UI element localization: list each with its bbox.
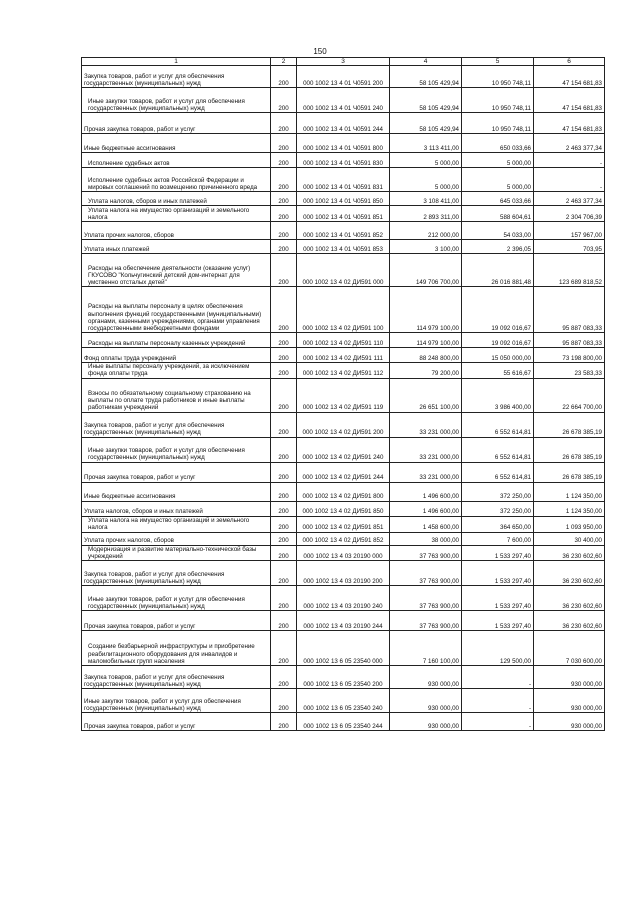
row-name-cell: Расходы на выплаты персоналу казенных учреждений xyxy=(82,333,271,348)
table-row xyxy=(82,254,605,287)
header-cell-2: 2 xyxy=(271,58,297,66)
admin-code-cell: 200 xyxy=(271,462,297,482)
unexecuted-amount-cell: 930 000,00 xyxy=(534,689,605,713)
row-name-cell: Иные выплаты персоналу учреждений, за исключением фонда оплаты труда xyxy=(82,363,271,378)
executed-amount-cell: 588 604,61 xyxy=(462,206,534,222)
admin-code-cell: 200 xyxy=(271,66,297,88)
unexecuted-amount-cell: 26 678 385,19 xyxy=(534,462,605,482)
executed-amount-cell: 6 552 614,81 xyxy=(462,437,534,462)
row-name-cell: Закупка товаров, работ и услуг для обеспечения государственных (муниципальных) нужд xyxy=(82,666,271,689)
table-row xyxy=(82,363,605,378)
budget-execution-table xyxy=(81,57,605,731)
table-row xyxy=(82,240,605,254)
admin-code-cell: 200 xyxy=(271,516,297,532)
unexecuted-amount-cell: 22 664 700,00 xyxy=(534,378,605,412)
row-name-cell: Закупка товаров, работ и услуг для обеспечения государственных (муниципальных) нужд xyxy=(82,561,271,586)
admin-code-cell: 200 xyxy=(271,222,297,240)
row-name-cell: Иные закупки товаров, работ и услуг для обеспечения государственных (муниципальных) нужд xyxy=(82,437,271,462)
table-row xyxy=(82,206,605,222)
admin-code-cell: 200 xyxy=(271,586,297,611)
executed-amount-cell: 54 033,00 xyxy=(462,222,534,240)
executed-amount-cell: 10 950 748,11 xyxy=(462,66,534,88)
row-name-cell: Иные бюджетные ассигнования xyxy=(82,482,271,501)
approved-amount-cell: 37 763 900,00 xyxy=(390,586,462,611)
admin-code-cell: 200 xyxy=(271,689,297,713)
unexecuted-amount-cell: 2 304 706,39 xyxy=(534,206,605,222)
admin-code-cell: 200 xyxy=(271,348,297,363)
executed-amount-cell: 26 016 881,48 xyxy=(462,254,534,287)
table-row xyxy=(82,134,605,153)
budget-code-cell: 000 1002 13 4 02 ДИ591 110 xyxy=(297,333,390,348)
row-name-cell: Уплата налогов, сборов и иных платежей xyxy=(82,501,271,516)
executed-amount-cell: 372 250,00 xyxy=(462,482,534,501)
budget-code-cell: 000 1002 13 4 01 Ч0591 831 xyxy=(297,168,390,192)
unexecuted-amount-cell: - xyxy=(534,153,605,168)
table-row xyxy=(82,378,605,412)
approved-amount-cell: 1 496 600,00 xyxy=(390,501,462,516)
executed-amount-cell: 15 050 000,00 xyxy=(462,348,534,363)
table-row xyxy=(82,689,605,713)
unexecuted-amount-cell: 36 230 602,60 xyxy=(534,586,605,611)
approved-amount-cell: 149 706 700,00 xyxy=(390,254,462,287)
budget-code-cell: 000 1002 13 4 02 ДИ591 112 xyxy=(297,363,390,378)
approved-amount-cell: 3 108 411,00 xyxy=(390,192,462,206)
table-row xyxy=(82,437,605,462)
executed-amount-cell: 1 533 297,40 xyxy=(462,561,534,586)
table-row xyxy=(82,631,605,666)
unexecuted-amount-cell: 7 030 600,00 xyxy=(534,631,605,666)
table-row xyxy=(82,192,605,206)
admin-code-cell: 200 xyxy=(271,206,297,222)
table-row xyxy=(82,287,605,333)
approved-amount-cell: 37 763 900,00 xyxy=(390,545,462,560)
budget-code-cell: 000 1002 13 4 03 20190 000 xyxy=(297,545,390,560)
unexecuted-amount-cell: 703,95 xyxy=(534,240,605,254)
budget-code-cell: 000 1002 13 4 02 ДИ591 100 xyxy=(297,287,390,333)
table-row xyxy=(82,482,605,501)
budget-code-cell: 000 1002 13 4 01 Ч0591 851 xyxy=(297,206,390,222)
row-name-cell: Уплата иных платежей xyxy=(82,240,271,254)
approved-amount-cell: 37 763 900,00 xyxy=(390,611,462,631)
row-name-cell: Прочая закупка товаров, работ и услуг xyxy=(82,611,271,631)
budget-code-cell: 000 1002 13 4 01 Ч0591 244 xyxy=(297,113,390,134)
header-cell-3: 3 xyxy=(297,58,390,66)
row-name-cell: Уплата налога на имущество организаций и земельного налога xyxy=(82,206,271,222)
admin-code-cell: 200 xyxy=(271,287,297,333)
budget-code-cell: 000 1002 13 6 05 23540 244 xyxy=(297,713,390,731)
approved-amount-cell: 3 100,00 xyxy=(390,240,462,254)
approved-amount-cell: 58 105 429,94 xyxy=(390,113,462,134)
header-cell-6: 6 xyxy=(534,58,605,66)
executed-amount-cell: 55 616,67 xyxy=(462,363,534,378)
table-row xyxy=(82,168,605,192)
admin-code-cell: 200 xyxy=(271,240,297,254)
row-name-cell: Расходы на выплаты персоналу в целях обеспечения выполнения функций государственными (муниципальными) органами, казенными учреждениями, органами управления государственными внебюджетными фондами xyxy=(82,287,271,333)
executed-amount-cell: 7 600,00 xyxy=(462,532,534,545)
admin-code-cell: 200 xyxy=(271,532,297,545)
page-number: 150 xyxy=(313,47,327,56)
table-row xyxy=(82,666,605,689)
approved-amount-cell: 58 105 429,94 xyxy=(390,88,462,113)
unexecuted-amount-cell: 26 678 385,19 xyxy=(534,437,605,462)
row-name-cell: Закупка товаров, работ и услуг для обеспечения государственных (муниципальных) нужд xyxy=(82,412,271,437)
table-row xyxy=(82,88,605,113)
approved-amount-cell: 114 979 100,00 xyxy=(390,333,462,348)
row-name-cell: Исполнение судебных актов xyxy=(82,153,271,168)
row-name-cell: Иные закупки товаров, работ и услуг для обеспечения государственных (муниципальных) нужд xyxy=(82,689,271,713)
table-row xyxy=(82,66,605,88)
admin-code-cell: 200 xyxy=(271,113,297,134)
table-row xyxy=(82,222,605,240)
admin-code-cell: 200 xyxy=(271,545,297,560)
table-row xyxy=(82,561,605,586)
executed-amount-cell: - xyxy=(462,689,534,713)
header-cell-1: 1 xyxy=(82,58,271,66)
budget-code-cell: 000 1002 13 4 01 Ч0591 852 xyxy=(297,222,390,240)
unexecuted-amount-cell: 47 154 681,83 xyxy=(534,66,605,88)
admin-code-cell: 200 xyxy=(271,412,297,437)
row-name-cell: Уплата налога на имущество организаций и земельного налога xyxy=(82,516,271,532)
approved-amount-cell: 79 200,00 xyxy=(390,363,462,378)
approved-amount-cell: 26 651 100,00 xyxy=(390,378,462,412)
unexecuted-amount-cell: 1 124 350,00 xyxy=(534,482,605,501)
executed-amount-cell: 1 533 297,40 xyxy=(462,586,534,611)
budget-code-cell: 000 1002 13 4 02 ДИ591 200 xyxy=(297,412,390,437)
budget-code-cell: 000 1002 13 4 02 ДИ591 119 xyxy=(297,378,390,412)
budget-code-cell: 000 1002 13 4 02 ДИ591 850 xyxy=(297,501,390,516)
table-row xyxy=(82,545,605,560)
admin-code-cell: 200 xyxy=(271,482,297,501)
executed-amount-cell: 645 033,66 xyxy=(462,192,534,206)
approved-amount-cell: 5 000,00 xyxy=(390,168,462,192)
header-row xyxy=(82,58,605,66)
row-name-cell: Фонд оплаты труда учреждений xyxy=(82,348,271,363)
unexecuted-amount-cell: 2 463 377,34 xyxy=(534,134,605,153)
row-name-cell: Создание безбарьерной инфраструктуры и приобретение реабилитационного оборудования для инвалидов и маломобильных групп населения xyxy=(82,631,271,666)
approved-amount-cell: 33 231 000,00 xyxy=(390,437,462,462)
approved-amount-cell: 3 113 411,00 xyxy=(390,134,462,153)
unexecuted-amount-cell: 2 463 377,34 xyxy=(534,192,605,206)
budget-code-cell: 000 1002 13 4 02 ДИ591 240 xyxy=(297,437,390,462)
executed-amount-cell: 5 000,00 xyxy=(462,153,534,168)
approved-amount-cell: 38 000,00 xyxy=(390,532,462,545)
approved-amount-cell: 212 000,00 xyxy=(390,222,462,240)
executed-amount-cell: 6 552 614,81 xyxy=(462,412,534,437)
admin-code-cell: 200 xyxy=(271,713,297,731)
unexecuted-amount-cell: 1 093 950,00 xyxy=(534,516,605,532)
admin-code-cell: 200 xyxy=(271,611,297,631)
unexecuted-amount-cell: 95 887 083,33 xyxy=(534,333,605,348)
admin-code-cell: 200 xyxy=(271,192,297,206)
approved-amount-cell: 930 000,00 xyxy=(390,666,462,689)
budget-code-cell: 000 1002 13 4 02 ДИ591 851 xyxy=(297,516,390,532)
executed-amount-cell: 372 250,00 xyxy=(462,501,534,516)
row-name-cell: Закупка товаров, работ и услуг для обеспечения государственных (муниципальных) нужд xyxy=(82,66,271,88)
unexecuted-amount-cell: 123 689 818,52 xyxy=(534,254,605,287)
row-name-cell: Модернизация и развитие материально-технической базы учреждений xyxy=(82,545,271,560)
unexecuted-amount-cell: 36 230 602,60 xyxy=(534,561,605,586)
admin-code-cell: 200 xyxy=(271,168,297,192)
table-row xyxy=(82,348,605,363)
budget-code-cell: 000 1002 13 4 01 Ч0591 200 xyxy=(297,66,390,88)
table-body xyxy=(82,58,605,731)
executed-amount-cell: 10 950 748,11 xyxy=(462,113,534,134)
admin-code-cell: 200 xyxy=(271,363,297,378)
executed-amount-cell: 650 033,66 xyxy=(462,134,534,153)
unexecuted-amount-cell: - xyxy=(534,168,605,192)
budget-code-cell: 000 1002 13 6 05 23540 000 xyxy=(297,631,390,666)
budget-code-cell: 000 1002 13 4 03 20190 200 xyxy=(297,561,390,586)
row-name-cell: Прочая закупка товаров, работ и услуг xyxy=(82,462,271,482)
row-name-cell: Расходы на обеспечение деятельности (оказание услуг) ГКУСОВО "Кольчугинский детский дом-интернат для умственно отсталых детей" xyxy=(82,254,271,287)
executed-amount-cell: 5 000,00 xyxy=(462,168,534,192)
unexecuted-amount-cell: 930 000,00 xyxy=(534,713,605,731)
budget-code-cell: 000 1002 13 6 05 23540 200 xyxy=(297,666,390,689)
budget-code-cell: 000 1002 13 4 02 ДИ591 111 xyxy=(297,348,390,363)
admin-code-cell: 200 xyxy=(271,153,297,168)
unexecuted-amount-cell: 47 154 681,83 xyxy=(534,88,605,113)
row-name-cell: Прочая закупка товаров, работ и услуг xyxy=(82,713,271,731)
budget-code-cell: 000 1002 13 4 02 ДИ591 800 xyxy=(297,482,390,501)
executed-amount-cell: - xyxy=(462,713,534,731)
approved-amount-cell: 58 105 429,94 xyxy=(390,66,462,88)
budget-code-cell: 000 1002 13 4 01 Ч0591 800 xyxy=(297,134,390,153)
table-row xyxy=(82,586,605,611)
approved-amount-cell: 930 000,00 xyxy=(390,689,462,713)
row-name-cell: Уплата налогов, сборов и иных платежей xyxy=(82,192,271,206)
budget-code-cell: 000 1002 13 4 01 Ч0591 830 xyxy=(297,153,390,168)
admin-code-cell: 200 xyxy=(271,88,297,113)
admin-code-cell: 200 xyxy=(271,437,297,462)
row-name-cell: Взносы по обязательному социальному страхованию на выплаты по оплате труда работников и иные выплаты работникам учреждений xyxy=(82,378,271,412)
admin-code-cell: 200 xyxy=(271,666,297,689)
approved-amount-cell: 1 496 600,00 xyxy=(390,482,462,501)
approved-amount-cell: 114 979 100,00 xyxy=(390,287,462,333)
budget-code-cell: 000 1002 13 4 03 20190 240 xyxy=(297,586,390,611)
unexecuted-amount-cell: 73 198 800,00 xyxy=(534,348,605,363)
executed-amount-cell: 19 092 016,67 xyxy=(462,333,534,348)
table-row xyxy=(82,153,605,168)
row-name-cell: Иные бюджетные ассигнования xyxy=(82,134,271,153)
executed-amount-cell: 2 396,05 xyxy=(462,240,534,254)
approved-amount-cell: 33 231 000,00 xyxy=(390,412,462,437)
budget-code-cell: 000 1002 13 4 01 Ч0591 850 xyxy=(297,192,390,206)
executed-amount-cell: 1 533 297,40 xyxy=(462,611,534,631)
row-name-cell: Иные закупки товаров, работ и услуг для обеспечения государственных (муниципальных) нужд xyxy=(82,88,271,113)
executed-amount-cell: 1 533 297,40 xyxy=(462,545,534,560)
approved-amount-cell: 37 763 900,00 xyxy=(390,561,462,586)
budget-code-cell: 000 1002 13 4 03 20190 244 xyxy=(297,611,390,631)
admin-code-cell: 200 xyxy=(271,254,297,287)
approved-amount-cell: 2 893 311,00 xyxy=(390,206,462,222)
unexecuted-amount-cell: 47 154 681,83 xyxy=(534,113,605,134)
approved-amount-cell: 1 458 600,00 xyxy=(390,516,462,532)
admin-code-cell: 200 xyxy=(271,631,297,666)
approved-amount-cell: 7 160 100,00 xyxy=(390,631,462,666)
executed-amount-cell: 3 986 400,00 xyxy=(462,378,534,412)
executed-amount-cell: 6 552 614,81 xyxy=(462,462,534,482)
approved-amount-cell: 88 248 800,00 xyxy=(390,348,462,363)
executed-amount-cell: - xyxy=(462,666,534,689)
unexecuted-amount-cell: 1 124 350,00 xyxy=(534,501,605,516)
unexecuted-amount-cell: 23 583,33 xyxy=(534,363,605,378)
row-name-cell: Исполнение судебных актов Российской Федерации и мировых соглашений по возмещению причиненного вреда xyxy=(82,168,271,192)
unexecuted-amount-cell: 95 887 083,33 xyxy=(534,287,605,333)
table-row xyxy=(82,516,605,532)
executed-amount-cell: 129 500,00 xyxy=(462,631,534,666)
admin-code-cell: 200 xyxy=(271,134,297,153)
executed-amount-cell: 10 950 748,11 xyxy=(462,88,534,113)
table-row xyxy=(82,113,605,134)
unexecuted-amount-cell: 30 400,00 xyxy=(534,532,605,545)
unexecuted-amount-cell: 36 230 602,60 xyxy=(534,545,605,560)
admin-code-cell: 200 xyxy=(271,333,297,348)
table-row xyxy=(82,713,605,731)
budget-code-cell: 000 1002 13 4 01 Ч0591 240 xyxy=(297,88,390,113)
row-name-cell: Уплата прочих налогов, сборов xyxy=(82,222,271,240)
budget-code-cell: 000 1002 13 4 02 ДИ591 000 xyxy=(297,254,390,287)
table-row xyxy=(82,462,605,482)
admin-code-cell: 200 xyxy=(271,378,297,412)
table-row xyxy=(82,501,605,516)
admin-code-cell: 200 xyxy=(271,501,297,516)
unexecuted-amount-cell: 157 967,00 xyxy=(534,222,605,240)
budget-code-cell: 000 1002 13 6 05 23540 240 xyxy=(297,689,390,713)
executed-amount-cell: 19 092 016,67 xyxy=(462,287,534,333)
table-row xyxy=(82,412,605,437)
table-row xyxy=(82,611,605,631)
header-cell-5: 5 xyxy=(462,58,534,66)
table-row xyxy=(82,532,605,545)
table-row xyxy=(82,333,605,348)
unexecuted-amount-cell: 930 000,00 xyxy=(534,666,605,689)
budget-code-cell: 000 1002 13 4 02 ДИ591 244 xyxy=(297,462,390,482)
approved-amount-cell: 930 000,00 xyxy=(390,713,462,731)
budget-code-cell: 000 1002 13 4 02 ДИ591 852 xyxy=(297,532,390,545)
approved-amount-cell: 5 000,00 xyxy=(390,153,462,168)
row-name-cell: Прочая закупка товаров, работ и услуг xyxy=(82,113,271,134)
row-name-cell: Иные закупки товаров, работ и услуг для обеспечения государственных (муниципальных) нужд xyxy=(82,586,271,611)
approved-amount-cell: 33 231 000,00 xyxy=(390,462,462,482)
admin-code-cell: 200 xyxy=(271,561,297,586)
unexecuted-amount-cell: 36 230 602,60 xyxy=(534,611,605,631)
unexecuted-amount-cell: 26 678 385,19 xyxy=(534,412,605,437)
executed-amount-cell: 364 650,00 xyxy=(462,516,534,532)
row-name-cell: Уплата прочих налогов, сборов xyxy=(82,532,271,545)
header-cell-4: 4 xyxy=(390,58,462,66)
budget-code-cell: 000 1002 13 4 01 Ч0591 853 xyxy=(297,240,390,254)
